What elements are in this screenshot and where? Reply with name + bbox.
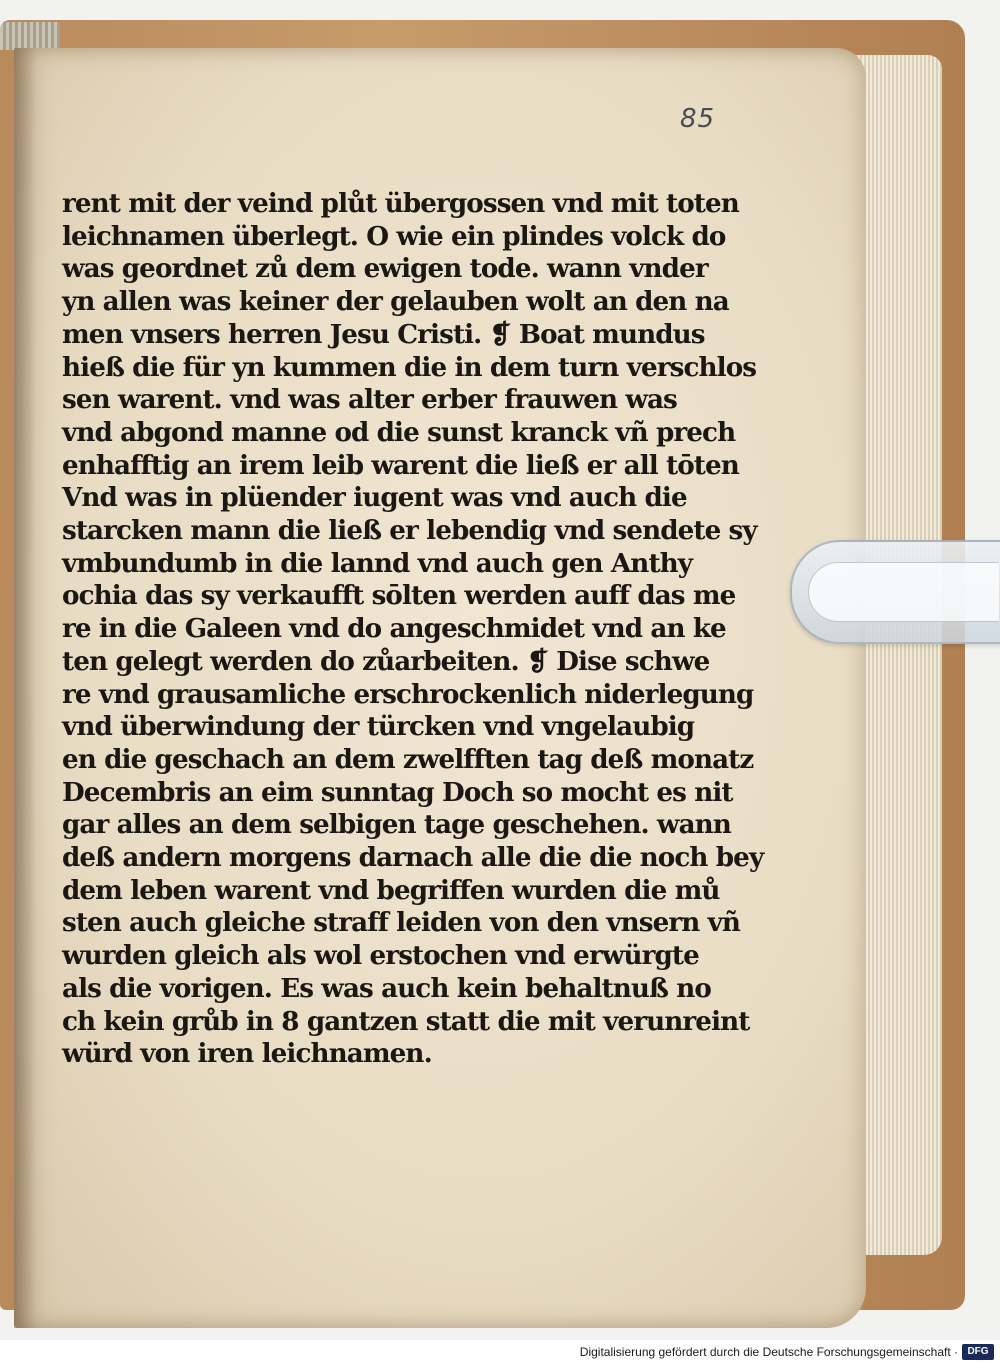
text-line: wurden gleich als wol erstochen vnd erwürgte bbox=[62, 940, 699, 972]
text-line: als die vorigen. Es was auch kein behaltnuß no bbox=[62, 972, 711, 1004]
text-line: deß andern morgens darnach alle die die noch bey bbox=[62, 842, 764, 874]
credit-text: Digitalisierung gefördert durch die Deutsche Forschungsgemeinschaft · bbox=[579, 1345, 958, 1359]
text-line: ch kein grůb in 8 gantzen statt die mit verunreint bbox=[62, 1005, 750, 1037]
text-line: leichnamen überlegt. O wie ein plindes volck do bbox=[62, 220, 726, 252]
text-line: men vnsers herren Jesu Cristi. ❡ Boat mundus bbox=[62, 318, 705, 350]
text-line: vmbundumb in die lannd vnd auch gen Anthy bbox=[62, 547, 693, 579]
text-line: vnd überwindung der türcken vnd vngelaubig bbox=[62, 711, 695, 743]
book-spine-strip bbox=[0, 22, 60, 50]
text-line: dem leben warent vnd begriffen wurden die mů bbox=[62, 874, 720, 906]
text-line: starcken mann die ließ er lebendig vnd sendete sy bbox=[62, 515, 757, 547]
text-block bbox=[62, 188, 764, 1071]
text-line: Decembris an eim sunntag Doch so mocht es nit bbox=[62, 776, 733, 808]
text-line: würd von iren leichnamen. bbox=[62, 1038, 432, 1070]
dfg-logo-icon: DFG bbox=[962, 1344, 994, 1360]
page-gutter-shadow bbox=[14, 48, 36, 1328]
text-line: enhafftig an irem leib warent die ließ er all tōten bbox=[62, 449, 739, 481]
page-clip bbox=[790, 540, 1000, 644]
credit-bar bbox=[0, 1340, 1000, 1364]
text-line: sten auch gleiche straff leiden von den vnsern vñ bbox=[62, 907, 741, 939]
text-line: re vnd grausamliche erschrockenlich niderlegung bbox=[62, 678, 754, 710]
text-line: ten gelegt werden do zůarbeiten. ❡ Dise schwe bbox=[62, 645, 710, 677]
text-line: ochia das sy verkaufft sōlten werden auff das me bbox=[62, 580, 736, 612]
text-line: vnd abgond manne od die sunst kranck vñ prech bbox=[62, 416, 736, 448]
folio-number: 85 bbox=[680, 104, 716, 134]
text-line: hieß die für yn kummen die in dem turn verschlos bbox=[62, 351, 757, 383]
text-line: yn allen was keiner der gelauben wolt an den na bbox=[62, 286, 729, 318]
text-line: rent mit der veind plůt übergossen vnd mit toten bbox=[62, 188, 739, 219]
text-line: Vnd was in plüender iugent was vnd auch die bbox=[62, 482, 687, 514]
text-line: sen warent. vnd was alter erber frauwen was bbox=[62, 384, 677, 416]
page-clip-inner bbox=[808, 562, 999, 622]
text-line: re in die Galeen vnd do angeschmidet vnd an ke bbox=[62, 613, 726, 645]
text-line: was geordnet zů dem ewigen tode. wann vnder bbox=[62, 253, 708, 285]
text-line: en die geschach an dem zwelfften tag deß monatz bbox=[62, 743, 754, 775]
text-line: gar alles an dem selbigen tage geschehen. wann bbox=[62, 809, 731, 841]
